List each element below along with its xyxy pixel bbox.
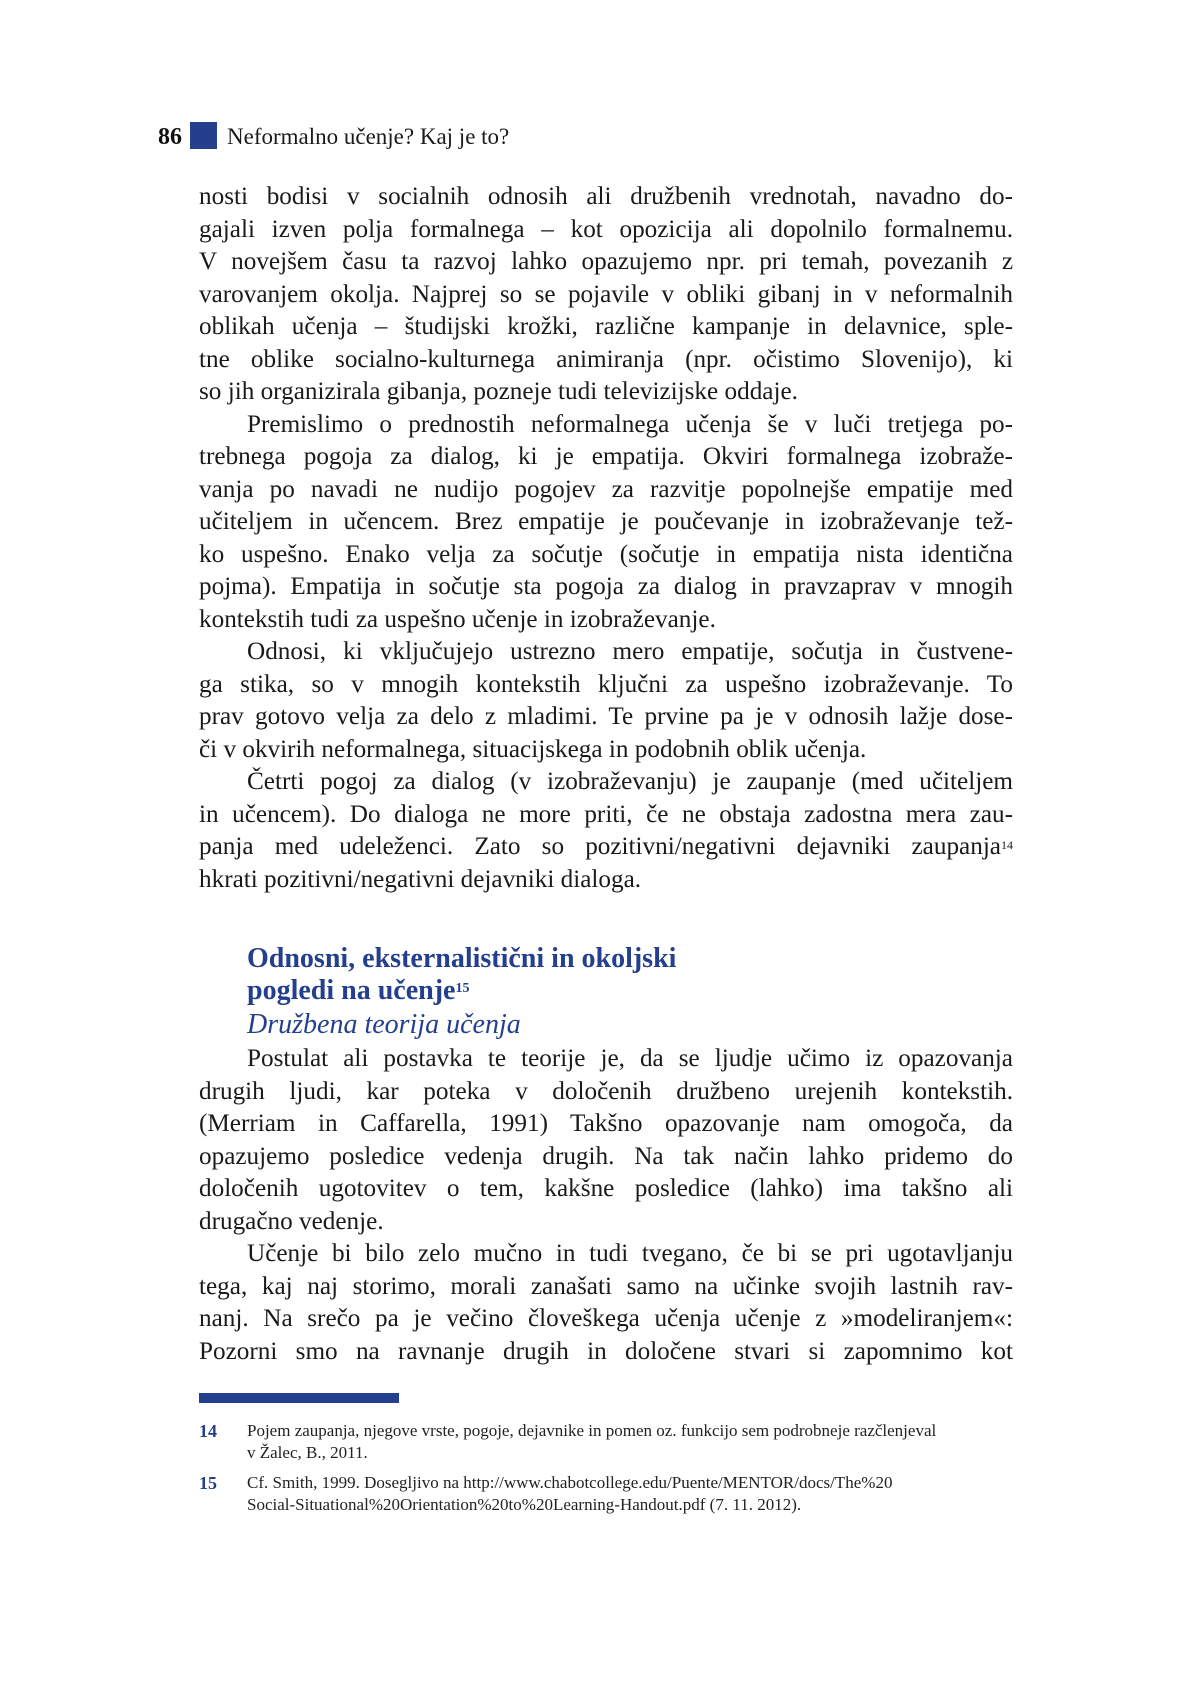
paragraph bbox=[199, 636, 1013, 766]
paragraph bbox=[199, 766, 1013, 896]
footnote-ref-14[interactable]: 14 bbox=[1001, 838, 1013, 852]
footnote-line: Cf. Smith, 1999. Dosegljivo na http://www.chabotcollege.edu/Puente/MENTOR/docs/The%20 bbox=[247, 1473, 893, 1492]
paragraph bbox=[199, 1043, 1013, 1238]
footnote-line: Pojem zaupanja, njegove vrste, pogoje, dejavnike in pomen oz. funkcijo sem podrobneje razčlenjeval bbox=[247, 1421, 937, 1440]
text-line: ko uspešno. Enako velja za sočutje (sočutje in empatija nista identična bbox=[199, 540, 1013, 568]
text-line: oblikah učenja – študijski krožki, različne kampanje in delavnice, sple- bbox=[199, 313, 1013, 340]
footnote-text bbox=[247, 1472, 1029, 1516]
text-line: tega, kaj naj storimo, morali zanašati samo na učinke svojih lastnih rav- bbox=[199, 1272, 1013, 1300]
footnote-line: Social-Situational%20Orientation%20to%20Learning-Handout.pdf (7. 11. 2012). bbox=[247, 1495, 802, 1514]
text-line: vanja po navadi ne nudijo pogojev za razvitje popolnejše empatije med bbox=[199, 475, 1013, 503]
running-title: Neformalno učenje? Kaj je to? bbox=[227, 124, 510, 149]
footnote-number: 15 bbox=[199, 1473, 217, 1493]
footnote bbox=[199, 1472, 1029, 1516]
text-line: Premislimo o prednostih neformalnega učenja še v luči tretjega po- bbox=[247, 410, 1013, 438]
text-line: določenih ugotovitev o tem, kakšne posledice (lahko) ima takšno ali bbox=[199, 1175, 1013, 1202]
footnote bbox=[199, 1420, 1029, 1464]
text-line: Učenje bi bilo zelo mučno in tudi tvegano, če bi se pri ugotavljanju bbox=[247, 1240, 1013, 1267]
text-line: Odnosi, ki vključujejo ustrezno mero empatije, sočutja in čustvene- bbox=[247, 638, 1013, 665]
section bbox=[199, 943, 1013, 1368]
text-line: V novejšem času ta razvoj lahko opazujemo npr. pri temah, povezanih z bbox=[199, 248, 1013, 275]
text-line: pojma). Empatija in sočutje sta pogoja za dialog in pravzaprav v mnogih bbox=[199, 573, 1013, 600]
paragraph bbox=[199, 409, 1013, 637]
text-line: drugih ljudi, kar poteka v določenih družbeno urejenih kontekstih. bbox=[199, 1077, 1013, 1105]
text-line: gajali izven polja formalnega – kot opozicija ali dopolnilo formalnemu. bbox=[199, 215, 1013, 243]
section-subheading: Družbena teorija učenja bbox=[247, 1009, 521, 1040]
text-line: (Merriam in Caffarella, 1991) Takšno opazovanje nam omogoča, da bbox=[199, 1110, 1013, 1137]
header-square-icon bbox=[190, 122, 217, 149]
text-line: kontekstih tudi za uspešno učenje in izobraževanje. bbox=[199, 605, 716, 633]
text-line: tne oblike socialno-kulturnega animiranja (npr. očistimo Slovenijo), ki bbox=[199, 345, 1013, 373]
text-line: Četrti pogoj za dialog (v izobraževanju) je zaupanje (med učiteljem bbox=[247, 768, 1013, 795]
text-line: trebnega pogoja za dialog, ki je empatija. Okviri formalnega izobraže- bbox=[199, 443, 1013, 470]
text-line: so jih organizirala gibanja, pozneje tudi televizijske oddaje. bbox=[199, 378, 798, 405]
text-line: prav gotovo velja za delo z mladimi. Te prvine pa je v odnosih lažje dose- bbox=[199, 703, 1013, 730]
text-line: drugačno vedenje. bbox=[199, 1207, 384, 1235]
text-line: nosti bodisi v socialnih odnosih ali družbenih vrednotah, navadno do- bbox=[199, 183, 1013, 210]
text-line: varovanjem okolja. Najprej so se pojavile v obliki gibanj in v neformalnih bbox=[199, 280, 1013, 308]
footnote-text bbox=[247, 1420, 1029, 1464]
footnote-ref-15[interactable]: 15 bbox=[455, 981, 470, 996]
text-line: či v okvirih neformalnega, situacijskega in podobnih oblik učenja. bbox=[199, 735, 867, 763]
text-line: hkrati pozitivni/negativni dejavniki dialoga. bbox=[199, 865, 642, 893]
text-line: učiteljem in učencem. Brez empatije je poučevanje in izobraževanje tež- bbox=[199, 508, 1013, 535]
section-heading bbox=[199, 943, 1013, 1007]
section-heading-line1: Odnosni, eksternalistični in okoljski bbox=[247, 943, 677, 974]
running-header bbox=[158, 122, 509, 152]
page-number: 86 bbox=[158, 124, 182, 150]
footnote-number: 14 bbox=[199, 1421, 217, 1441]
body-text-after-heading bbox=[199, 1043, 1013, 1368]
text-line: in učencem). Do dialoga ne more priti, če ne obstaja zadostna mera zau- bbox=[199, 800, 1013, 828]
text-line: nanj. Na srečo pa je večino človeškega učenja učenje z »modeliranjem«: bbox=[199, 1305, 1013, 1332]
paragraph bbox=[199, 181, 1013, 409]
text-line: Pozorni smo na ravnanje drugih in določene stvari si zapomnimo kot bbox=[199, 1337, 1013, 1365]
text-line: panja med udeleženci. Zato so pozitivni/negativni dejavniki zaupanja$^{14}$ bbox=[199, 833, 1013, 860]
text-line: ga stika, so v mnogih kontekstih ključni za uspešno izobraževanje. To bbox=[199, 670, 1013, 698]
body-text-before-heading bbox=[199, 181, 1013, 896]
footnote-separator bbox=[199, 1393, 399, 1403]
footnote-line: v Žalec, B., 2011. bbox=[247, 1443, 368, 1462]
text-line: Postulat ali postavka te teorije je, da se ljudje učimo iz opazovanja bbox=[247, 1045, 1013, 1072]
footnotes bbox=[199, 1420, 1029, 1524]
paragraph bbox=[199, 1238, 1013, 1368]
section-heading-line2: pogledi na učenje bbox=[247, 975, 456, 1006]
text-line: opazujemo posledice vedenja drugih. Na tak način lahko pridemo do bbox=[199, 1142, 1013, 1170]
